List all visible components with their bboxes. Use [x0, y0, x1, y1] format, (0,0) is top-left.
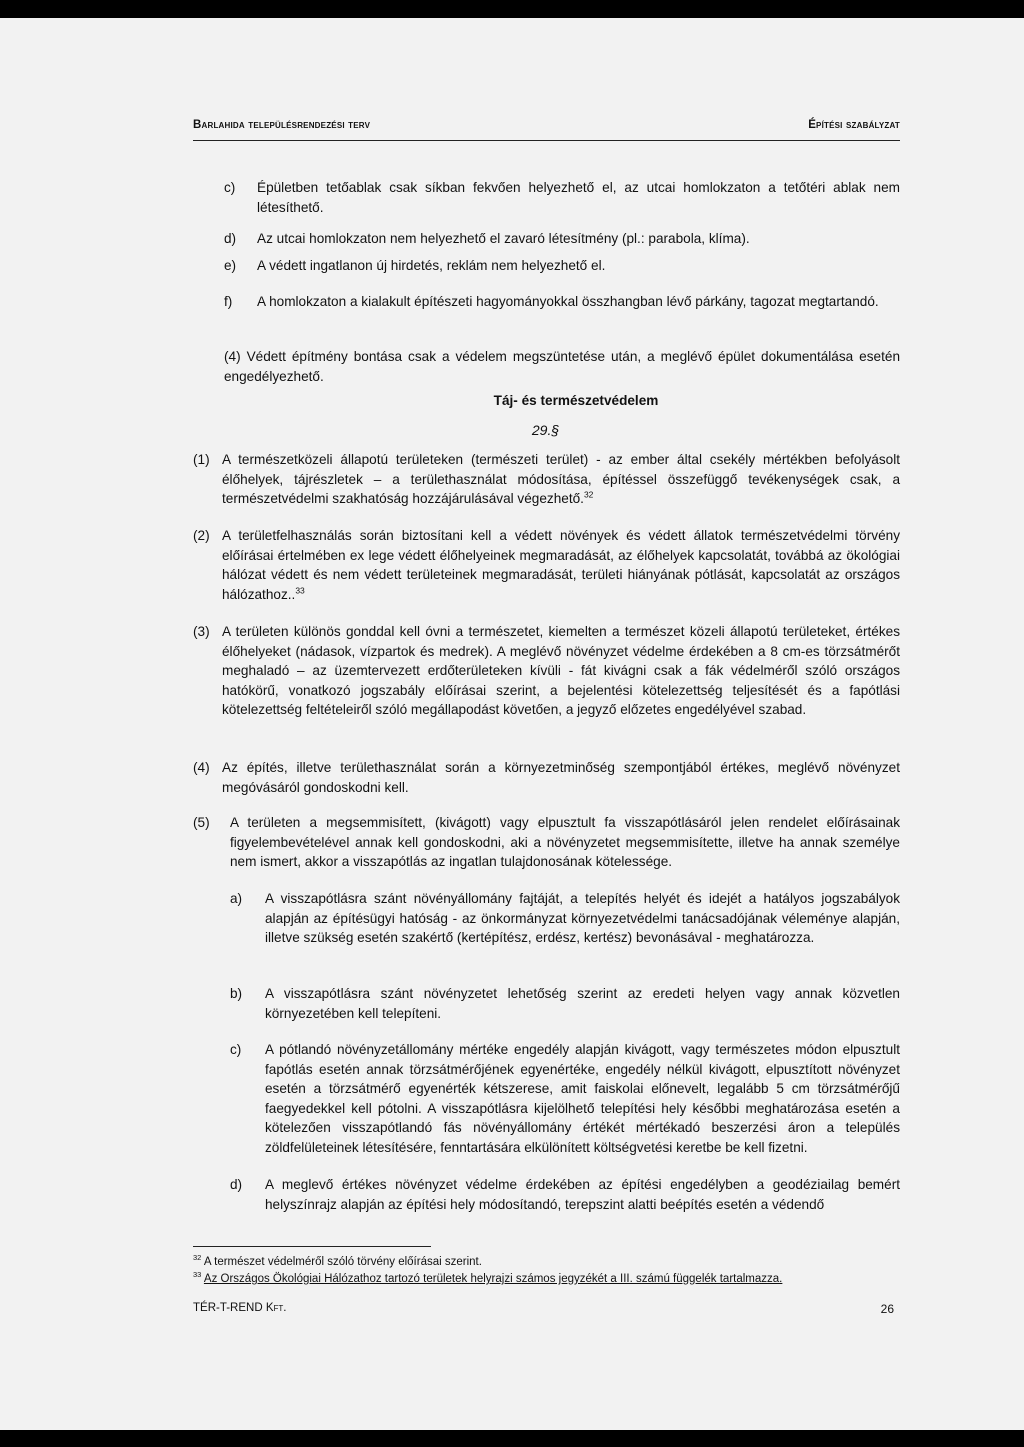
document-page [0, 18, 1024, 1430]
paragraph [193, 526, 900, 606]
list-item-text: Az utcai homlokzaton nem helyezhető el zavaró létesítmény (pl.: parabola, klíma). [257, 231, 750, 246]
paragraph [193, 758, 900, 798]
list-item-label: d) [224, 231, 237, 246]
header-section: Építési szabályzat [808, 119, 900, 131]
footnote-ref: 33 [295, 584, 305, 595]
footnote-ref: 32 [583, 489, 594, 500]
footnote [193, 1272, 900, 1287]
paragraph-text: Az építés, illetve területhasználat során a környezetminőség szempontjából értékes, meglévő növényzet megóvásáról gondoskodni kell. [222, 760, 900, 795]
sub-list-item-label: c) [230, 1042, 242, 1057]
paragraph-label: (2) [193, 528, 210, 543]
footnote-separator [193, 1246, 431, 1247]
footnote-number: 32 [193, 1253, 202, 1263]
list-item [224, 256, 900, 276]
footnote-text: Az Országos Ökológiai Hálózathoz tartozó területek helyrajzi számos jegyzékét a III. számú függelék tartalmazza. [203, 1273, 783, 1285]
paragraph-label: (3) [193, 624, 210, 639]
list-item-label: f) [224, 294, 233, 309]
list-item-text: A homlokzaton a kialakult építészeti hagyományokkal összhangban lévő párkány, tagozat megtartandó. [257, 294, 879, 309]
sub-list-item-text: A visszapótlásra szánt növényzetet lehetőség szerint az eredeti helyen vagy annak közvetlen környezetében kell telepíteni. [265, 986, 900, 1021]
footnote-text: A természet védelméről szóló törvény előírásai szerint. [203, 1256, 482, 1268]
paragraph-label: (5) [193, 815, 210, 830]
sub-list-item-text: A visszapótlásra szánt növényállomány fajtáját, a telepítés helyét és idejét a hatályos jogszabályok alapján az építésügyi hatóság - az önkormányzat környezetvédelmi tanácsadójának véleménye alapján, illetve szükség esetén szakértő (kertépítész, erdész, kertész) bevonásával - meghatározza. [265, 891, 900, 945]
sub-list-item [230, 984, 900, 1024]
section-title: Táj- és természetvédelem [493, 393, 659, 408]
header-title: Barlahida településrendezési terv [193, 119, 371, 131]
paragraph [193, 450, 900, 510]
sub-list-item-label: b) [230, 986, 243, 1001]
footnote [193, 1255, 900, 1270]
sub-list-item [230, 1040, 900, 1160]
paragraph-body: A területfelhasználás során biztosítani kell a védett növények és védett állatok természetvédelmi törvény előírásai értelmében ex lege védett élőhelyeinek megmaradását, az élőhelyek kapcsolatát, továbbá az ökológiai hálózat védett és nem védett területeinek megmaradását, területi hiányának pótlását, kapcsolatát az országos hálózathoz.. [222, 528, 900, 602]
section-number: 29.§ [531, 422, 560, 438]
paragraph-label: (4) [193, 760, 210, 775]
page-number: 26 [880, 1302, 894, 1316]
sub-list-item-text: A meglevő értékes növényzet védelme érdekében az építési engedélyben a geodéziailag bemért helyszínrajz alapján az építési hely módosítandó, terepszint alatti beépítés esetén a védendő [265, 1177, 900, 1212]
paragraph-text [222, 450, 900, 509]
paragraph [193, 622, 900, 742]
paragraph [193, 813, 900, 873]
list-item [224, 292, 900, 332]
paragraph-text [222, 526, 900, 604]
sub-list-item-label: d) [230, 1177, 243, 1192]
paragraph-text: A területen különös gonddal kell óvni a természetet, kiemelten a természet közeli állapotú területeket, értékes élőhelyeket (nádasok, vízpartok és medrek). A meglévő növényzet védelme érdekében a 8 cm-es törzsátmérőt meghaladó – az üzemtervezett erdőterületeken kívüli - fát kivágni csak a fák védelméről szóló országos hatókörű, vonatkozó jogszabály előírásai szerint, a bejelentési kötelezettség teljesítését és a fapótlási kötelezettség feltételeiről szóló megállapodást követően, a jegyző előzetes engedélyével szabad. [222, 624, 900, 717]
sub-list-item-text: A pótlandó növényzetállomány mértéke engedély alapján kivágott, vagy természetes módon elpusztult fapótlás esetén annak törzsátmérőjének egyenértéke, engedély nélkül kivágott, elpusztított növényzet esetén a törzsátmérő egyenérték kétszerese, amit faiskolai előnevelt, legalább 5 cm törzsátmérőjű faegyedekkel kell pótolni. A visszapótlásra kijelölhető telepítési hely későbbi meghatározása esetén a kötelezően visszapótlandó fás növényállomány értékét mértékadó beszerzési áron a település zöldfelületeinek létesítésére, fenntartására elkülönített költségvetési keretbe be kell fizetni. [265, 1042, 900, 1155]
paragraph-label: (1) [193, 452, 210, 467]
sub-list-item-label: a) [230, 891, 243, 906]
list-item-label: c) [224, 180, 236, 195]
footer-company: TÉR-T-REND Kft. [193, 1302, 287, 1314]
paragraph-4-protected-building: (4) Védett építmény bontása csak a védelem megszüntetése után, a meglévő épület dokumentálása esetén engedélyezhető. [224, 349, 900, 384]
footnote-number: 33 [193, 1270, 202, 1280]
list-item-text: A védett ingatlanon új hirdetés, reklám nem helyezhető el. [257, 258, 606, 273]
page-header [193, 118, 900, 141]
list-item-label: e) [224, 258, 237, 273]
list-item-text: Épületben tetőablak csak síkban fekvően helyezhető el, az utcai homlokzaton a tetőtéri ablak nem létesíthető. [257, 180, 900, 215]
sub-list-item [230, 889, 900, 969]
list-item [224, 178, 900, 218]
paragraph-text: A területen a megsemmisített, (kivágott) vagy elpusztult fa visszapótlásáról jelen rendelet előírásainak figyelembevételével annak kell gondoskodni, aki a növényzetet megsemmisítette, illetve ha annak személye nem ismert, akkor a visszapótlás az ingatlan tulajdonosának kötelessége. [230, 815, 900, 869]
paragraph-body: A természetközeli állapotú területeken (természeti terület) - az ember által csekély mértékben befolyásolt élőhelyek, tájrészletek – a területhasználat módosítása, építéssel összefüggő tevékenységek csak, a természetvédelmi szakhatóság hozzájárulásával végezhető. [222, 452, 900, 506]
sub-list-item [230, 1175, 900, 1215]
page-footer [193, 1302, 900, 1314]
list-item [224, 229, 900, 249]
